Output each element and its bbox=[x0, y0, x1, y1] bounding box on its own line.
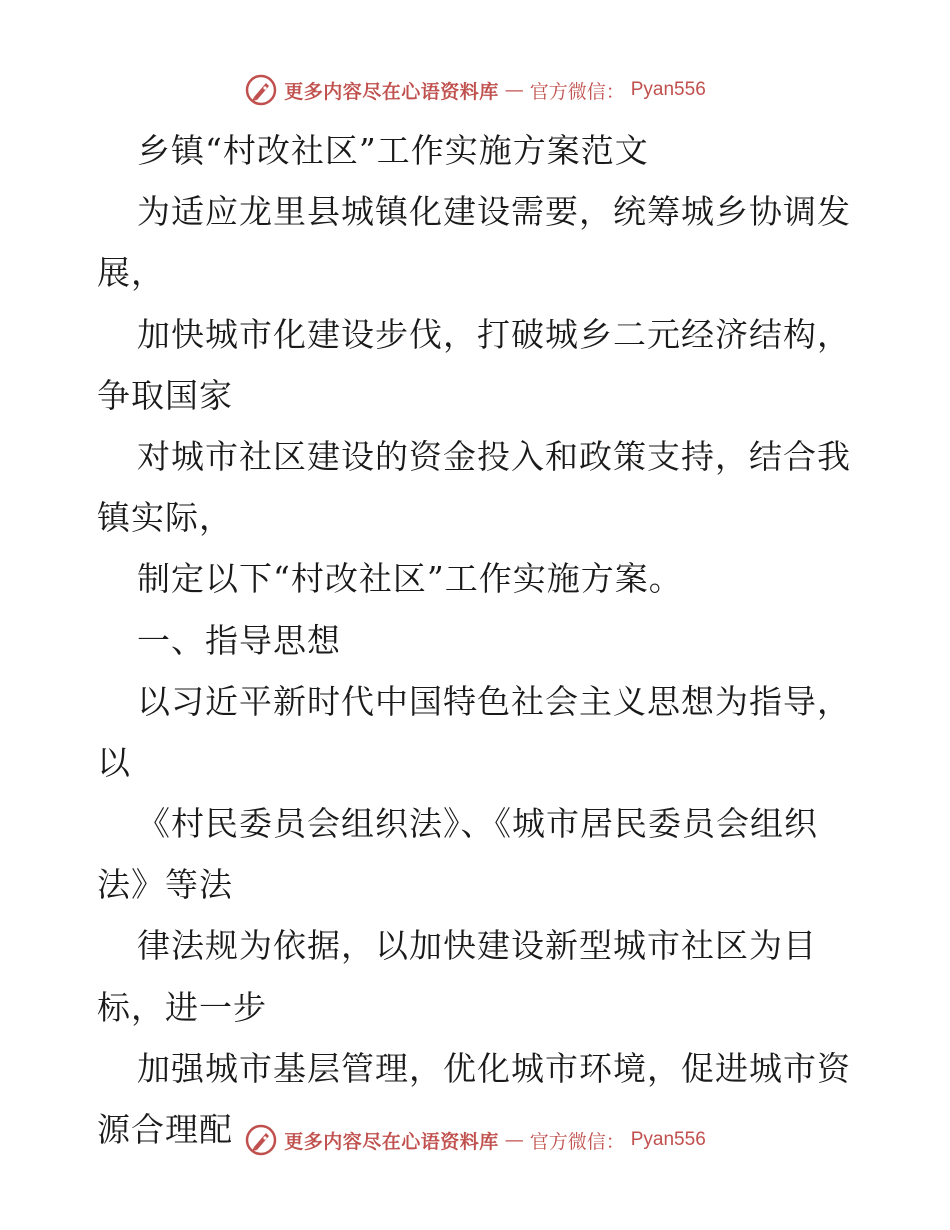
document-line: 展， bbox=[97, 253, 165, 293]
document-line: 争取国家 bbox=[97, 375, 233, 415]
footer-wechat-account: Pyan556 bbox=[630, 1129, 706, 1150]
document-line: 源合理配 bbox=[97, 1110, 233, 1149]
pen-nib-logo-icon bbox=[244, 1123, 278, 1157]
header-wechat-label: 官方微信： bbox=[529, 80, 625, 103]
document-line: 法》等法 bbox=[97, 865, 233, 905]
header-separator: — bbox=[504, 79, 524, 101]
document-body bbox=[97, 120, 857, 1160]
footer-wechat-label: 官方微信： bbox=[529, 1130, 625, 1153]
document-line: 制定以下“村改社区”工作实施方案。 bbox=[137, 559, 683, 599]
header-brand-text: 更多内容尽在心语资料库 bbox=[284, 80, 499, 103]
footer-banner bbox=[0, 1120, 950, 1160]
document-title: 乡镇“村改社区”工作实施方案范文 bbox=[137, 131, 649, 170]
document-line: 《村民委员会组织法》、《城市居民委员会组织 bbox=[137, 804, 818, 844]
footer-brand-text: 更多内容尽在心语资料库 bbox=[284, 1130, 499, 1153]
document-line: 对城市社区建设的资金投入和政策支持，结合我 bbox=[137, 436, 851, 476]
document-line: 加强城市基层管理，优化城市环境，促进城市资 bbox=[137, 1048, 851, 1088]
document-line: 镇实际， bbox=[97, 498, 233, 538]
document-line: 标，进一步 bbox=[97, 987, 267, 1027]
document-line: 以习近平新时代中国特色社会主义思想为指导， bbox=[137, 681, 851, 721]
header-wechat-account: Pyan556 bbox=[630, 79, 706, 100]
document-line: 加快城市化建设步伐，打破城乡二元经济结构， bbox=[137, 314, 851, 354]
document-line: 为适应龙里县城镇化建设需要，统筹城乡协调发 bbox=[137, 192, 851, 232]
section-heading: 一、指导思想 bbox=[137, 620, 341, 660]
footer-separator: — bbox=[504, 1129, 524, 1151]
pen-nib-logo-icon bbox=[244, 73, 278, 107]
header-banner bbox=[0, 70, 950, 110]
document-line: 以 bbox=[97, 742, 131, 782]
document-line: 律法规为依据，以加快建设新型城市社区为目 bbox=[137, 926, 817, 966]
